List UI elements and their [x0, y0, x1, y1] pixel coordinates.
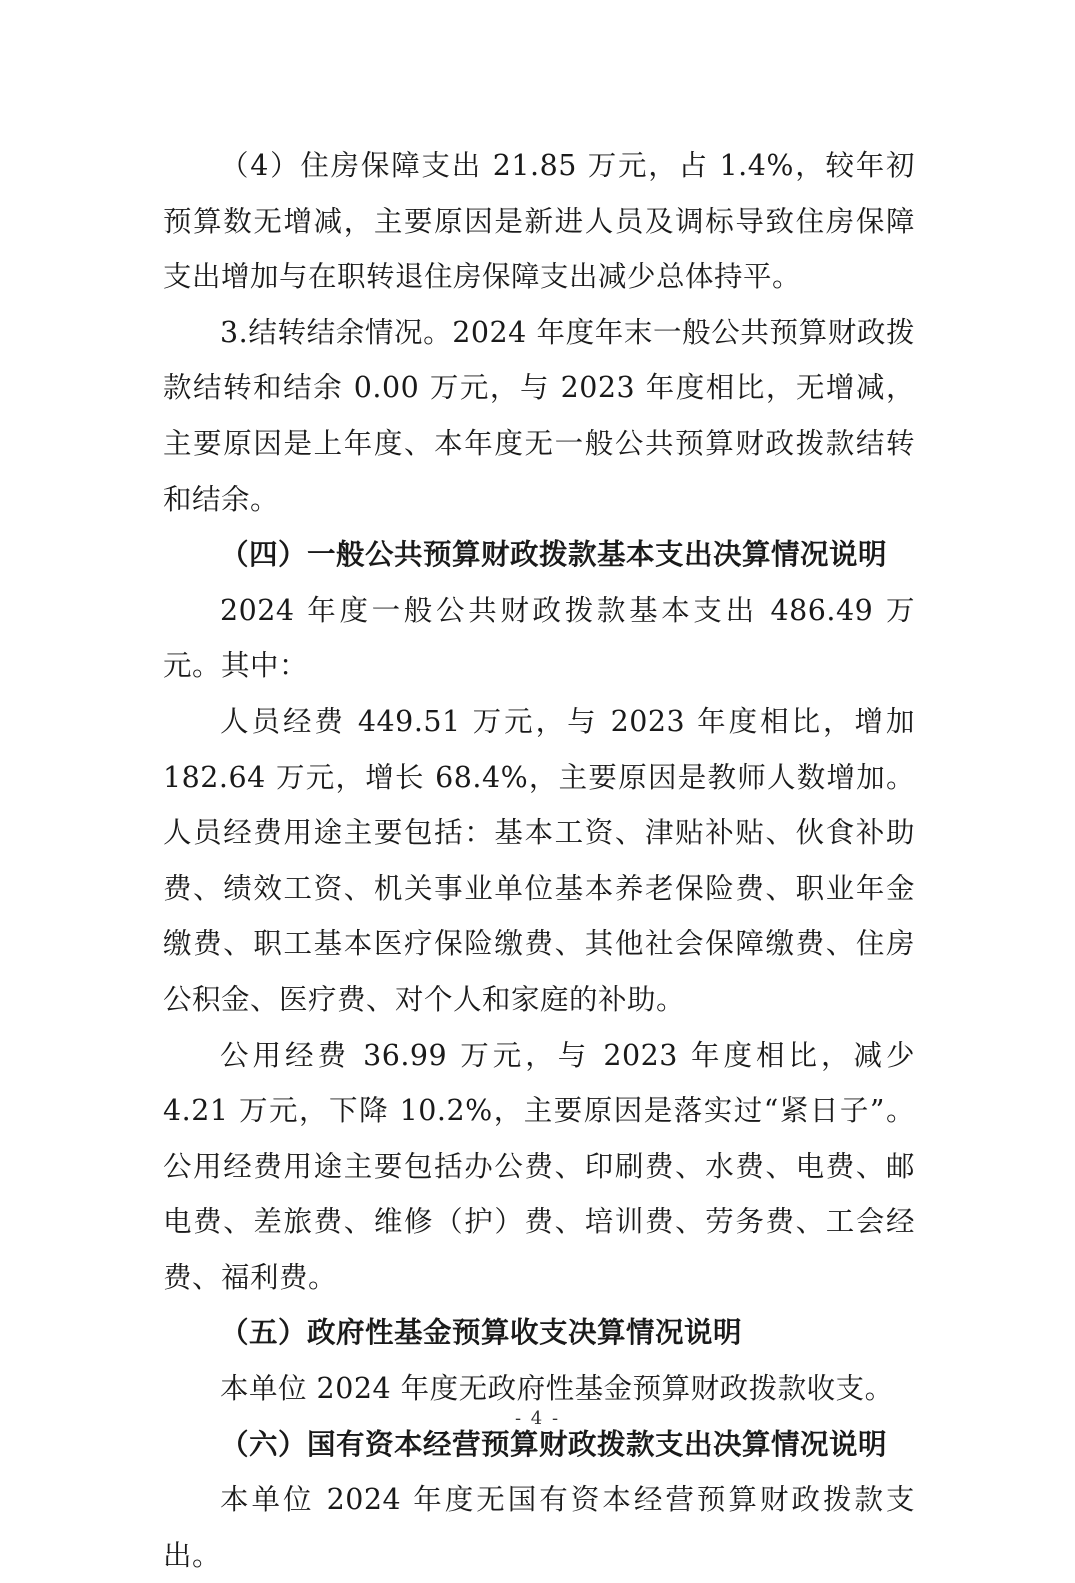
page-number: - 4 - [514, 1408, 561, 1429]
paragraph-basic-expense-total: 2024 年度一般公共财政拨款基本支出 486.49 万元。其中： [163, 593, 915, 683]
paragraph-public-expense: 公用经费 36.99 万元，与 2023 年度相比，减少 4.21 万元，下降 10.2%，主要原因是落实过“紧日子”。公用经费用途主要包括办公费、印刷费、水费、电费、邮电费、差旅费、维修（护）费、培训费、劳务费、工会经费、福利费。 [163, 1038, 915, 1294]
paragraph-carryover-balance: 3.结转结余情况。2024 年度年末一般公共预算财政拨款结转和结余 0.00 万元，与 2023 年度相比，无增减，主要原因是上年度、本年度无一般公共预算财政拨款结转和结余。 [163, 315, 915, 516]
paragraph-state-capital: 本单位 2024 年度无国有资本经营预算财政拨款支出。 [163, 1483, 915, 1572]
paragraph-personnel-expense: 人员经费 449.51 万元，与 2023 年度相比，增加 182.64 万元，增长 68.4%，主要原因是教师人数增加。人员经费用途主要包括：基本工资、津贴补贴、伙食补助费、绩效工资、机关事业单位基本养老保险费、职业年金缴费、职工基本医疗保险缴费、其他社会保障缴费、住房公积金、医疗费、对个人和家庭的补助。 [163, 704, 915, 1016]
document-body [163, 138, 915, 1583]
section-heading-basic-expense: （四）一般公共预算财政拨款基本支出决算情况说明 [220, 537, 888, 572]
paragraph-government-fund: 本单位 2024 年度无政府性基金预算财政拨款收支。 [220, 1372, 894, 1406]
section-heading-government-fund: （五）政府性基金预算收支决算情况说明 [220, 1315, 743, 1350]
paragraph-housing-expense: （4）住房保障支出 21.85 万元，占 1.4%，较年初预算数无增减，主要原因是新进人员及调标导致住房保障支出增加与在职转退住房保障支出减少总体持平。 [163, 149, 915, 294]
section-heading-state-capital: （六）国有资本经营预算财政拨款支出决算情况说明 [220, 1426, 888, 1461]
